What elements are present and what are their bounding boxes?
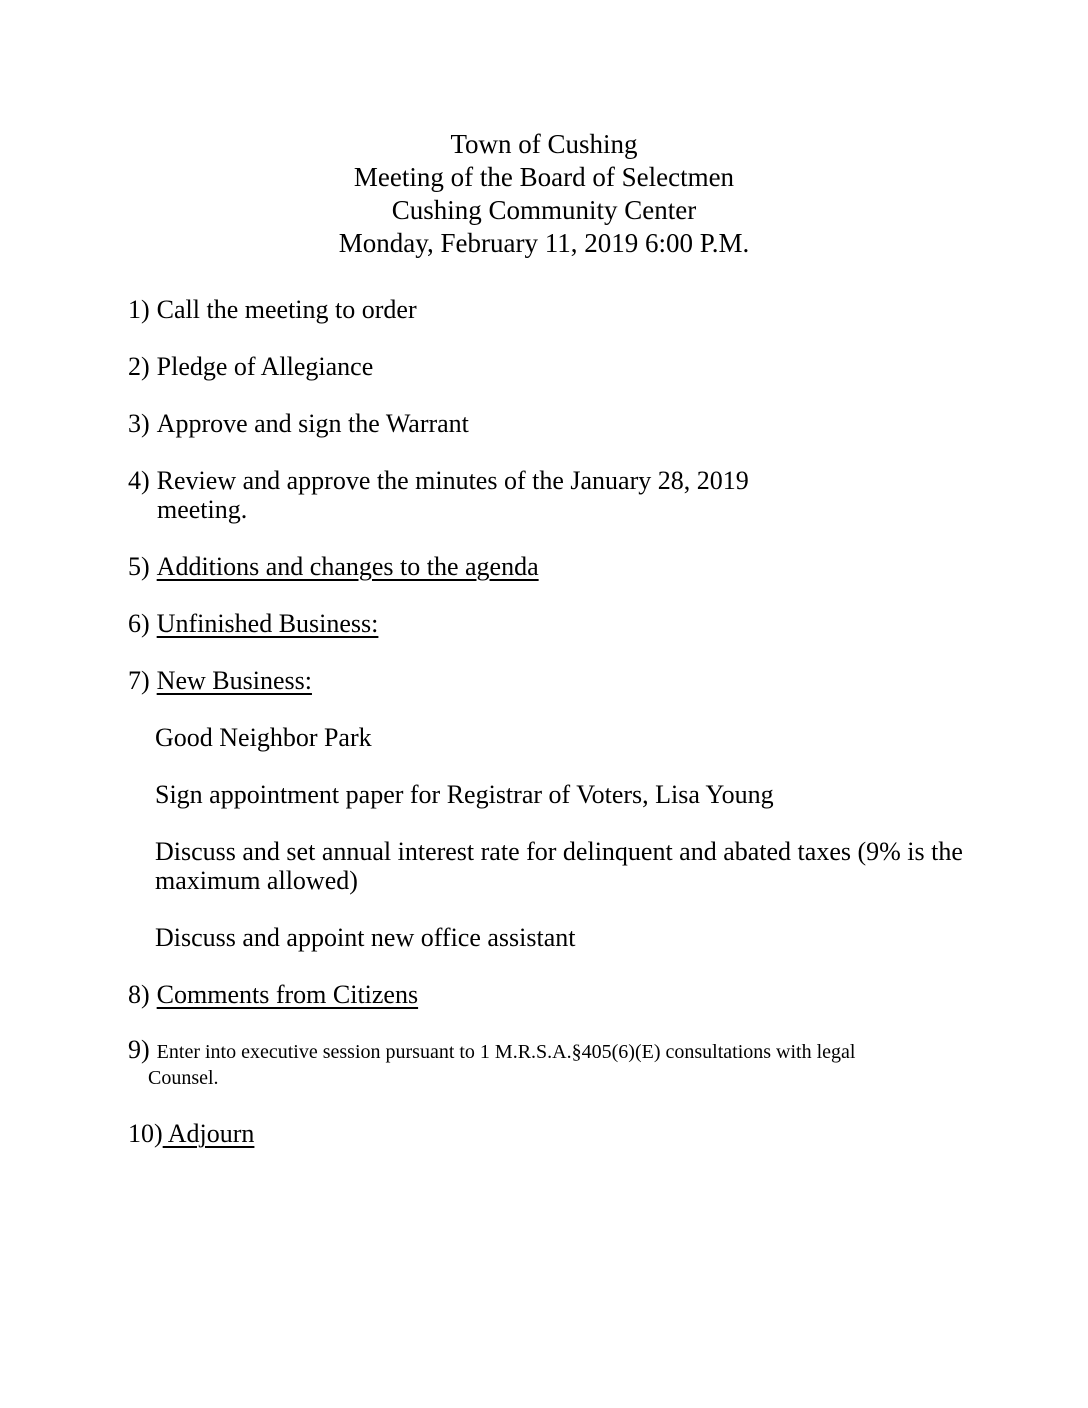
item-number: 7): [128, 666, 150, 695]
sub-item-text-continuation: maximum allowed): [155, 866, 358, 895]
agenda-item-8: [128, 980, 978, 1009]
item-number: 6): [128, 609, 150, 638]
doc-title-datetime: Monday, February 11, 2019 6:00 P.M.: [338, 228, 750, 258]
sub-item-interest-rate: [128, 837, 978, 895]
sub-item-text: Discuss and appoint new office assistant: [155, 923, 576, 952]
sub-item-registrar-appointment: [128, 780, 978, 809]
item-text: Enter into executive session pursuant to 1 M.R.S.A.§405(6)(E) consultations with legal: [156, 1041, 856, 1063]
agenda-item-6: [128, 609, 978, 638]
agenda-item-9: [128, 1037, 978, 1091]
item-text-continuation: meeting.: [157, 495, 248, 524]
agenda-item-2: [128, 352, 978, 381]
doc-title-location: Cushing Community Center: [391, 195, 697, 225]
item-number: 10): [128, 1119, 163, 1148]
item-text: Pledge of Allegiance: [156, 352, 374, 381]
item-number: 3): [128, 409, 150, 438]
agenda-list: [0, 295, 1088, 1148]
item-number: 1): [128, 295, 150, 324]
agenda-item-7: [128, 666, 978, 695]
item-number: 2): [128, 352, 150, 381]
agenda-item-10: [128, 1119, 978, 1148]
item-number: 8): [128, 980, 150, 1009]
sub-item-good-neighbor-park: [128, 723, 978, 752]
item-text: Additions and changes to the agenda: [156, 552, 539, 581]
item-text: Comments from Citizens: [156, 980, 419, 1009]
agenda-item-1: [128, 295, 978, 324]
item-number: 9): [128, 1035, 150, 1064]
item-text: Adjourn: [162, 1119, 255, 1148]
agenda-item-4: [128, 466, 978, 524]
item-text: New Business:: [156, 666, 312, 695]
sub-item-text: Discuss and set annual interest rate for delinquent and abated taxes (9% is the: [155, 837, 963, 866]
item-number: 5): [128, 552, 150, 581]
agenda-item-5: [128, 552, 978, 581]
item-text: Call the meeting to order: [156, 295, 417, 324]
item-text: Review and approve the minutes of the January 28, 2019: [156, 466, 749, 495]
agenda-item-3: [128, 409, 978, 438]
sub-item-text: Good Neighbor Park: [155, 723, 372, 752]
item-text: Approve and sign the Warrant: [156, 409, 469, 438]
item-number: 4): [128, 466, 150, 495]
doc-title-meeting: Meeting of the Board of Selectmen: [353, 162, 735, 192]
document-header: [0, 128, 1088, 260]
item-text: Unfinished Business:: [156, 609, 379, 638]
item-text-continuation: Counsel.: [148, 1067, 219, 1089]
sub-item-text: Sign appointment paper for Registrar of Voters, Lisa Young: [155, 780, 774, 809]
doc-title-town: Town of Cushing: [450, 129, 638, 159]
sub-item-office-assistant: [128, 923, 978, 952]
